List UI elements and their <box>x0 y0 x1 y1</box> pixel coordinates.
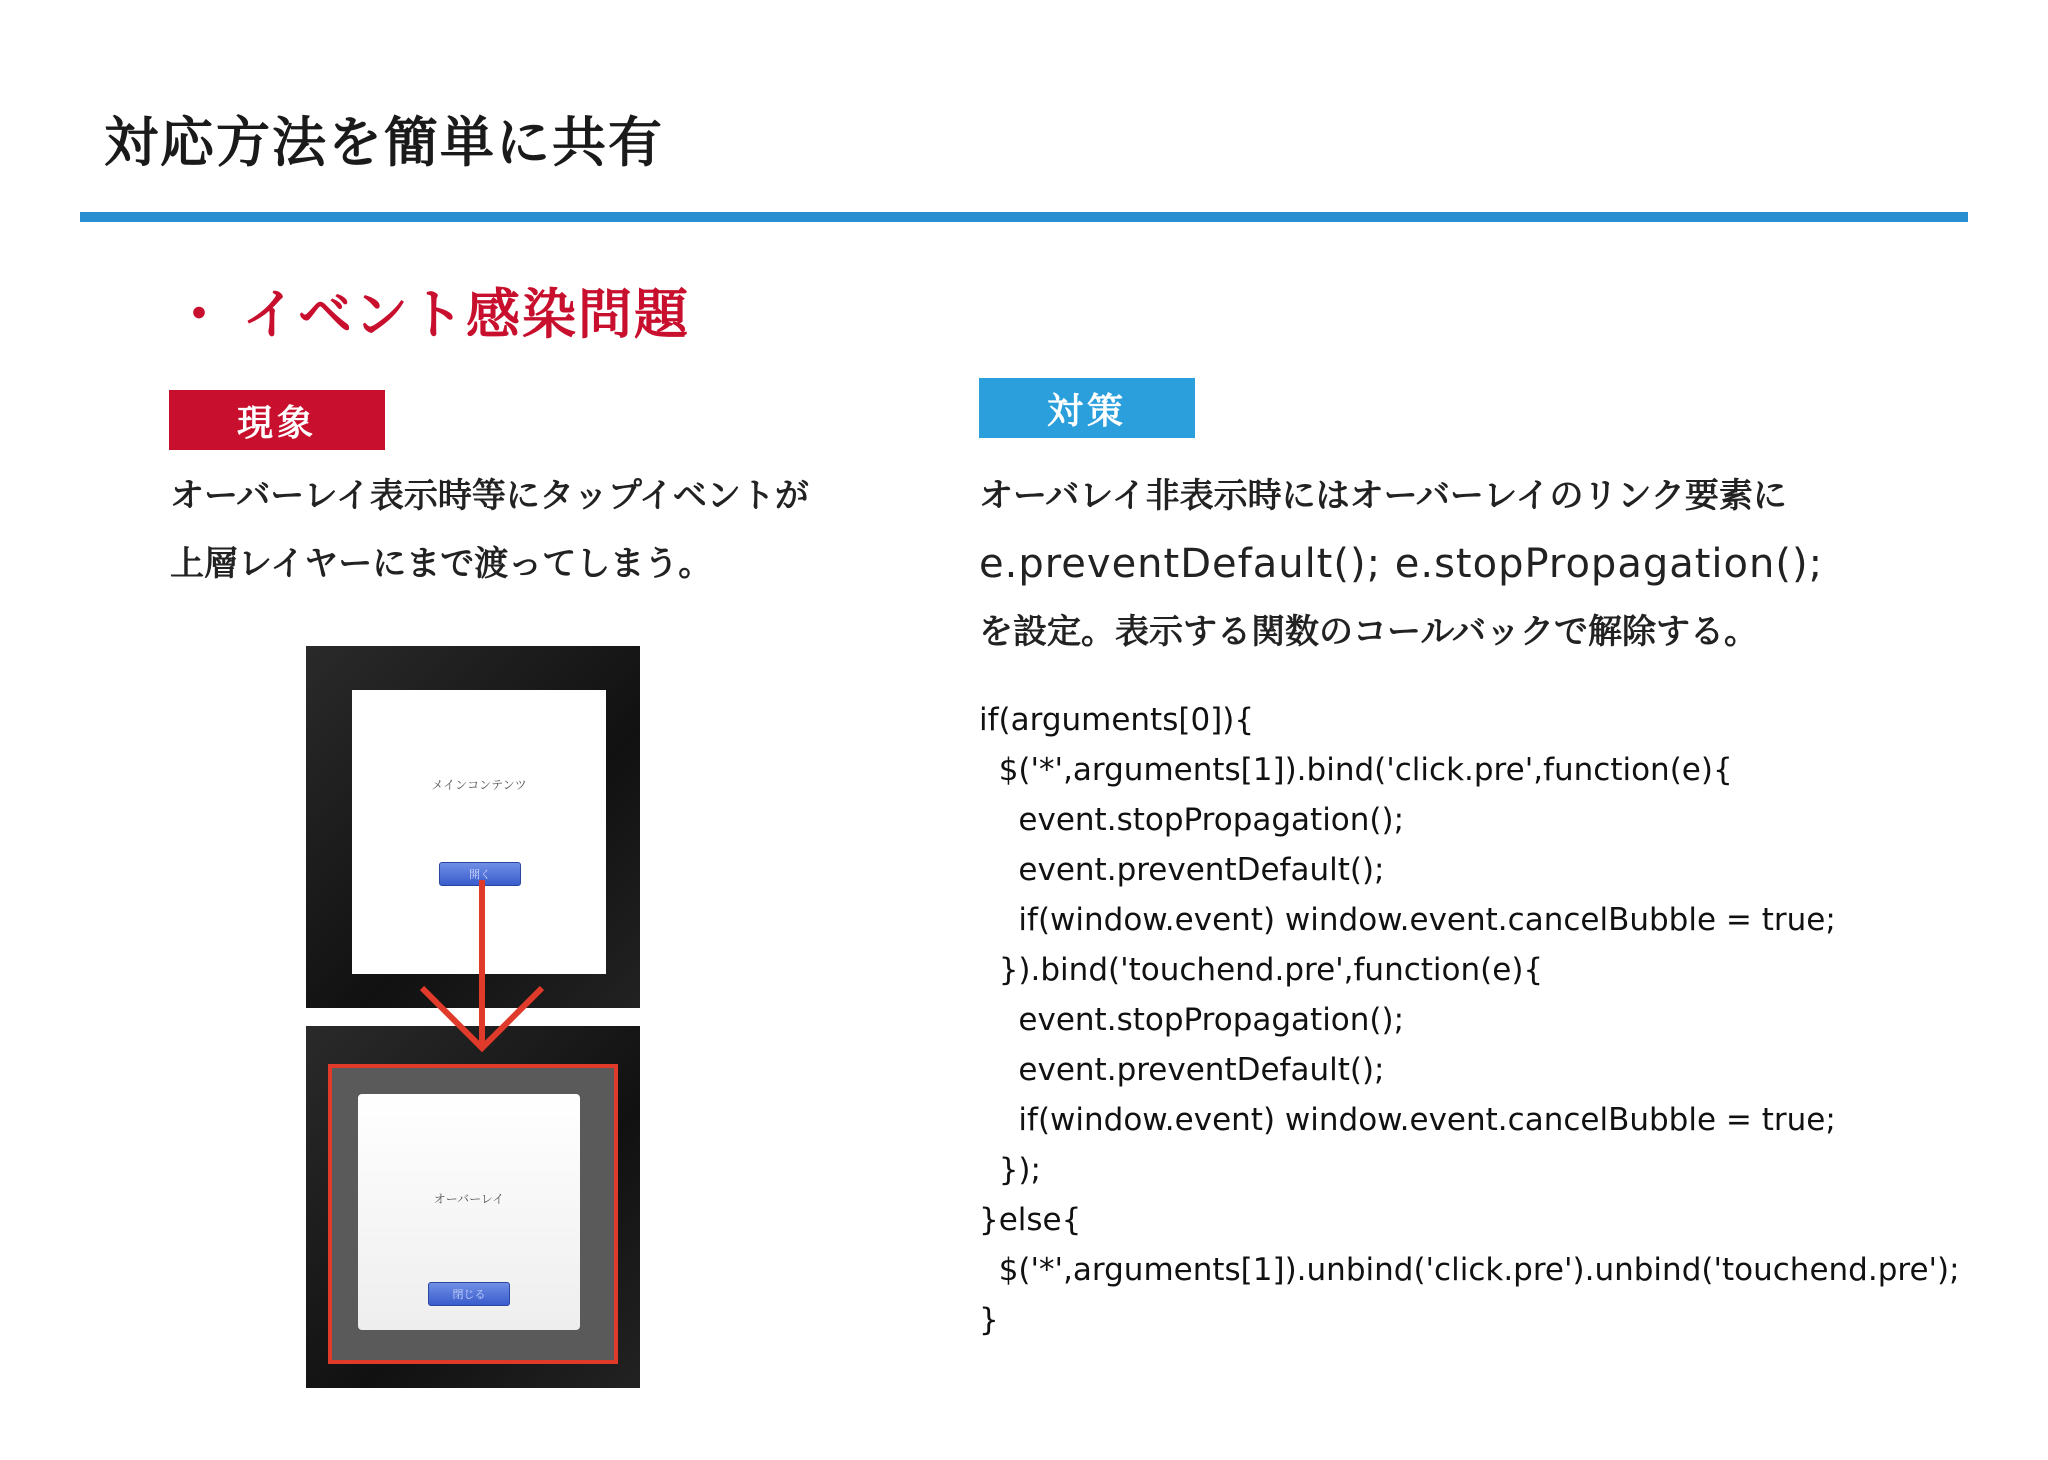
overlay-label: オーバーレイ <box>433 1192 505 1206</box>
measure-description <box>979 462 1979 666</box>
phenomenon-description <box>170 462 930 598</box>
measure-line-3: を設定。表示する関数のコールバックで解除する。 <box>979 612 1758 652</box>
screenshot-overlay <box>306 1026 640 1388</box>
phenomenon-line-1: オーバーレイ表示時等にタップイベントが <box>170 476 809 516</box>
code-snippet: if(arguments[0]){ $('*',arguments[1]).bind('click.pre',function(e){ event.stopPropagation(); event.preventDefault(); if(window.event) window.event.cancelBubble = true; }).bind('touchend.pre',function(e){ event.stopPropagation(); event.preventDefault(); if(window.event) window.event.cancelBubble = true; }); }else{ $('*',arguments[1]).unbind('click.pre').unbind('touchend.pre'); } <box>979 702 1960 1338</box>
section-heading-text: イベント感染問題 <box>242 283 690 346</box>
measure-tag: 対策 <box>979 378 1195 438</box>
phenomenon-line-2: 上層レイヤーにまで渡ってしまう。 <box>170 544 713 584</box>
measure-line-2: e.preventDefault(); e.stopPropagation(); <box>979 541 1824 587</box>
phenomenon-tag: 現象 <box>169 390 385 450</box>
section-heading <box>172 272 690 349</box>
close-button[interactable]: 閉じる <box>428 1282 510 1306</box>
bullet: ・ <box>172 283 228 346</box>
measure-line-1: オーバレイ非表示時にはオーバーレイのリンク要素に <box>979 476 1787 516</box>
title-divider <box>80 212 1968 222</box>
arrow-down-icon <box>400 870 560 1060</box>
page-title: 対応方法を簡単に共有 <box>104 111 664 174</box>
main-content-label: メインコンテンツ <box>431 778 527 792</box>
overlay-highlight <box>328 1064 618 1364</box>
open-button[interactable]: 開く <box>439 862 521 886</box>
overlay-panel <box>358 1094 580 1330</box>
